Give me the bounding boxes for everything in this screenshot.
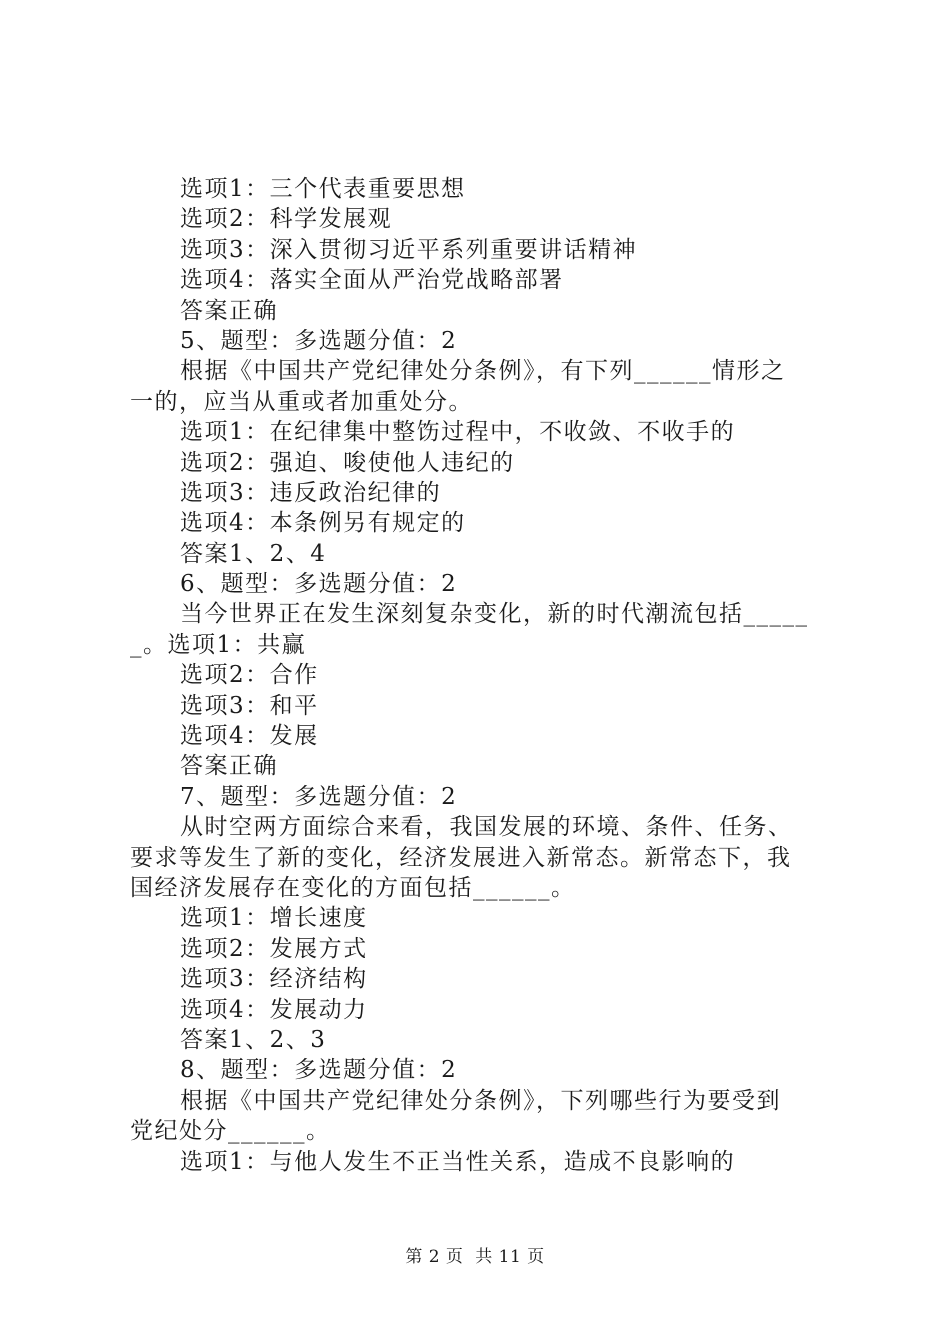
text-line: 选项4：发展 — [180, 723, 319, 750]
text-line: 选项2：科学发展观 — [180, 206, 393, 233]
text-line: 从时空两方面综合来看，我国发展的环境、条件、任务、 — [180, 814, 793, 841]
text-line: 选项1：在纪律集中整饬过程中，不收敛、不收手的 — [180, 419, 736, 446]
text-line: 一的，应当从重或者加重处分。 — [130, 388, 473, 415]
text-line: 选项3：和平 — [180, 692, 319, 719]
text-line: 选项1：三个代表重要思想 — [180, 176, 466, 202]
text-line: 国经济发展存在变化的方面包括______。 — [130, 874, 576, 901]
text-line: 选项1：与他人发生不正当性关系，造成不良影响的 — [180, 1148, 736, 1175]
document-body — [130, 174, 832, 1177]
text-line: 7、题型：多选题分值：2 — [180, 783, 458, 810]
text-line: 选项2：强迫、唆使他人违纪的 — [180, 449, 515, 476]
text-line: 答案1、2、3 — [180, 1026, 327, 1053]
text-line: _。选项1：共赢 — [130, 631, 307, 658]
text-line: 6、题型：多选题分值：2 — [180, 571, 458, 598]
text-line: 党纪处分______。 — [130, 1118, 331, 1145]
text-line: 8、题型：多选题分值：2 — [180, 1057, 458, 1084]
text-line: 选项2：合作 — [180, 662, 319, 689]
text-line: 答案正确 — [180, 297, 278, 324]
text-line: 选项3：深入贯彻习近平系列重要讲话精神 — [180, 236, 638, 263]
text-line: 选项3：违反政治纪律的 — [180, 479, 442, 506]
text-line: 选项3：经济结构 — [180, 966, 368, 993]
text-line: 选项1：增长速度 — [180, 905, 368, 932]
text-line: 选项4：落实全面从严治党战略部署 — [180, 267, 564, 294]
text-line: 要求等发生了新的变化，经济发展进入新常态。新常态下，我 — [130, 844, 792, 871]
text-line: 当今世界正在发生深刻复杂变化，新的时代潮流包括_____ — [180, 601, 809, 628]
text-line: 5、题型：多选题分值：2 — [180, 327, 458, 354]
text-line: 根据《中国共产党纪律处分条例》，有下列______情形之 — [180, 358, 786, 385]
text-line: 答案正确 — [180, 753, 278, 780]
text-line: 答案1、2、4 — [180, 540, 327, 567]
page-footer: 第 2 页 共 11 页 — [405, 1247, 545, 1267]
text-line: 选项2：发展方式 — [180, 935, 368, 962]
text-line: 选项4：本条例另有规定的 — [180, 510, 466, 537]
text-line: 选项4：发展动力 — [180, 996, 368, 1023]
text-line: 根据《中国共产党纪律处分条例》，下列哪些行为要受到 — [180, 1087, 781, 1114]
